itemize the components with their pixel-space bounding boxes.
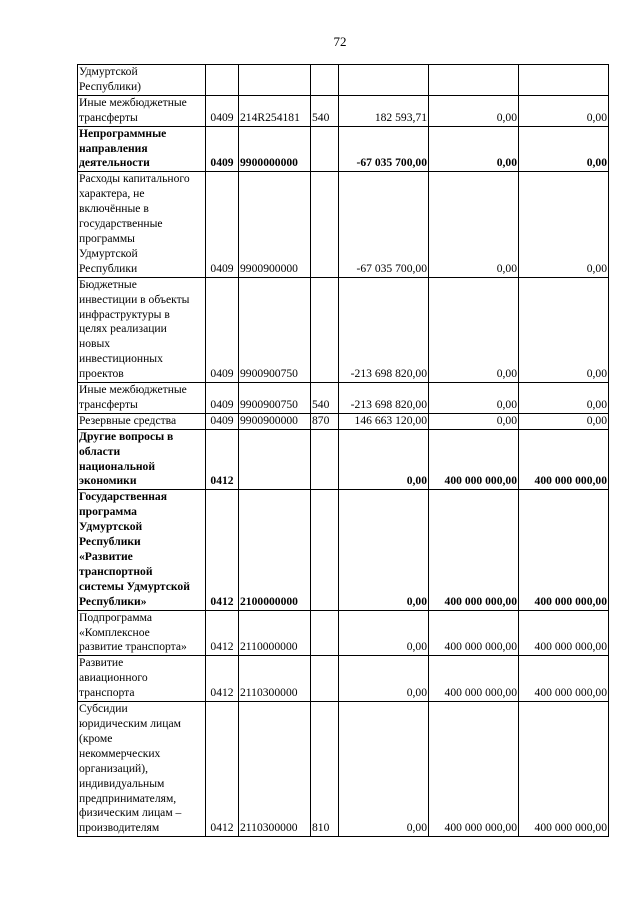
row-article-cell: 9900900750 [239,383,311,414]
row-name-cell: Расходы капитального характера, не включённые в государственные программы Удмуртской Республики [78,172,206,277]
row-amount-next-cell: 0,00 [429,413,519,429]
row-article-cell [239,65,311,96]
row-amount-next-cell: 400 000 000,00 [429,610,519,656]
row-amount-next-cell: 0,00 [429,172,519,277]
page-number: 72 [333,34,347,49]
row-amount-next-cell: 400 000 000,00 [429,656,519,702]
row-article-cell [239,429,311,490]
row-section-cell: 0412 [206,429,239,490]
table-row [78,429,609,490]
table-row [78,277,609,382]
row-amount-current-cell: 0,00 [339,702,429,837]
row-section-cell: 0409 [206,126,239,172]
row-section-cell: 0409 [206,95,239,126]
row-type-cell [311,610,339,656]
row-amount-after-next-cell: 400 000 000,00 [519,429,609,490]
row-amount-after-next-cell: 0,00 [519,126,609,172]
row-amount-current-cell: 182 593,71 [339,95,429,126]
table-row [78,172,609,277]
row-amount-next-cell: 0,00 [429,95,519,126]
row-section-cell: 0412 [206,610,239,656]
row-name-cell: Субсидии юридическим лицам (кроме некоммерческих организаций), индивидуальным предпринимателям, физическим лицам – производителям [78,702,206,837]
row-amount-after-next-cell: 400 000 000,00 [519,610,609,656]
row-article-cell: 2110300000 [239,656,311,702]
row-name-cell: Удмуртской Республики) [78,65,206,96]
row-amount-current-cell: 0,00 [339,656,429,702]
row-name-cell: Подпрограмма «Комплексное развитие транспорта» [78,610,206,656]
row-name-cell: Иные межбюджетные трансферты [78,383,206,414]
row-name-cell: Резервные средства [78,413,206,429]
budget-table [77,64,609,837]
row-amount-after-next-cell: 0,00 [519,383,609,414]
row-section-cell: 0412 [206,490,239,610]
row-amount-next-cell: 400 000 000,00 [429,429,519,490]
row-type-cell [311,65,339,96]
row-type-cell [311,277,339,382]
row-article-cell: 2100000000 [239,490,311,610]
row-name-cell: Непрограммные направления деятельности [78,126,206,172]
row-amount-current-cell: 0,00 [339,610,429,656]
row-name-cell: Государственная программа Удмуртской Республики «Развитие транспортной системы Удмуртской Республики» [78,490,206,610]
row-section-cell: 0412 [206,656,239,702]
row-article-cell: 9900900750 [239,277,311,382]
row-section-cell: 0409 [206,383,239,414]
row-section-cell: 0409 [206,413,239,429]
row-section-cell: 0412 [206,702,239,837]
row-section-cell: 0409 [206,172,239,277]
row-type-cell: 540 [311,95,339,126]
row-amount-current-cell: 146 663 120,00 [339,413,429,429]
row-article-cell: 2110300000 [239,702,311,837]
row-amount-next-cell [429,65,519,96]
row-article-cell: 9900900000 [239,413,311,429]
row-amount-current-cell: -213 698 820,00 [339,383,429,414]
row-amount-current-cell: -67 035 700,00 [339,172,429,277]
row-type-cell [311,656,339,702]
row-section-cell [206,65,239,96]
row-amount-after-next-cell: 400 000 000,00 [519,656,609,702]
row-amount-after-next-cell: 400 000 000,00 [519,490,609,610]
row-amount-current-cell [339,65,429,96]
row-section-cell: 0409 [206,277,239,382]
table-row [78,126,609,172]
row-name-cell: Развитие авиационного транспорта [78,656,206,702]
table-row [78,65,609,96]
row-amount-next-cell: 0,00 [429,383,519,414]
row-amount-current-cell: 0,00 [339,429,429,490]
row-type-cell: 810 [311,702,339,837]
row-type-cell [311,429,339,490]
row-name-cell: Иные межбюджетные трансферты [78,95,206,126]
row-name-cell: Бюджетные инвестиции в объекты инфраструктуры в целях реализации новых инвестиционных проектов [78,277,206,382]
table-row [78,610,609,656]
table-row [78,702,609,837]
row-article-cell: 214R254181 [239,95,311,126]
table-row [78,490,609,610]
row-amount-next-cell: 400 000 000,00 [429,702,519,837]
row-type-cell [311,172,339,277]
row-amount-after-next-cell [519,65,609,96]
row-amount-current-cell: -67 035 700,00 [339,126,429,172]
row-type-cell: 870 [311,413,339,429]
row-amount-current-cell: -213 698 820,00 [339,277,429,382]
row-type-cell [311,126,339,172]
row-amount-after-next-cell: 0,00 [519,95,609,126]
row-article-cell: 9900900000 [239,172,311,277]
row-name-cell: Другие вопросы в области национальной экономики [78,429,206,490]
row-amount-after-next-cell: 0,00 [519,413,609,429]
row-type-cell: 540 [311,383,339,414]
table-row [78,95,609,126]
table-body [78,65,609,837]
row-amount-after-next-cell: 0,00 [519,277,609,382]
table-row [78,656,609,702]
row-amount-next-cell: 0,00 [429,277,519,382]
row-amount-after-next-cell: 400 000 000,00 [519,702,609,837]
row-article-cell: 2110000000 [239,610,311,656]
row-article-cell: 9900000000 [239,126,311,172]
row-amount-current-cell: 0,00 [339,490,429,610]
row-amount-next-cell: 0,00 [429,126,519,172]
row-amount-after-next-cell: 0,00 [519,172,609,277]
row-type-cell [311,490,339,610]
table-row [78,383,609,414]
table-row [78,413,609,429]
row-amount-next-cell: 400 000 000,00 [429,490,519,610]
